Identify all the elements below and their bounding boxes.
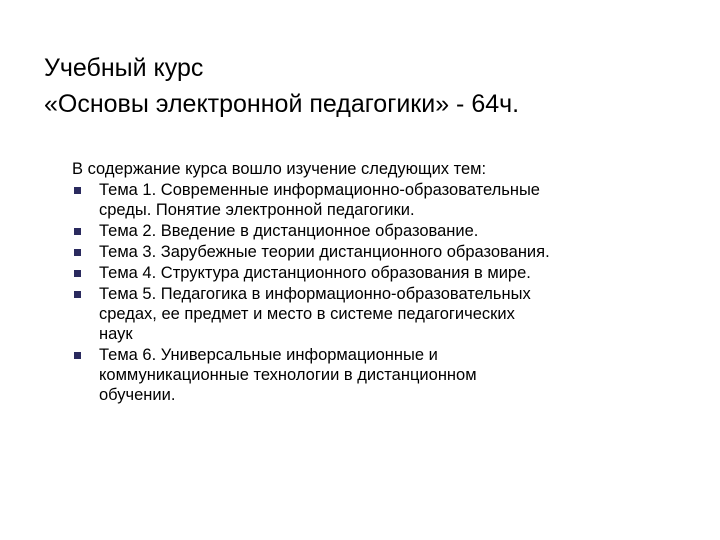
topic-line: наук [99, 325, 133, 343]
topic-line: Тема 2. Введение в дистанционное образование. [99, 222, 479, 240]
topic-line: Тема 1. Современные информационно-образовательные [99, 181, 540, 199]
topic-item [72, 221, 672, 241]
square-bullet-icon [74, 352, 81, 359]
topic-item [72, 242, 672, 262]
topic-line: коммуникационные технологии в дистанционном [99, 366, 477, 384]
intro-text: В содержание курса вошло изучение следующих тем: [72, 160, 487, 178]
topic-line: Тема 3. Зарубежные теории дистанционного образования. [99, 243, 550, 261]
topic-item [72, 284, 672, 344]
topic-line: Тема 4. Структура дистанционного образования в мире. [99, 264, 531, 282]
topic-line: Тема 6. Универсальные информационные и [99, 346, 438, 364]
square-bullet-icon [74, 228, 81, 235]
slide-title [44, 50, 684, 122]
topic-text [99, 221, 478, 241]
title-line: «Основы электронной педагогики» - 64ч. [44, 90, 520, 118]
square-bullet-icon [74, 249, 81, 256]
topic-text [99, 263, 531, 283]
topic-text [99, 180, 540, 220]
title-line: Учебный курс [44, 54, 204, 82]
slide-body [72, 159, 672, 406]
square-bullet-icon [74, 270, 81, 277]
topic-item [72, 180, 672, 220]
topic-line: средах, ее предмет и место в системе педагогических [99, 305, 515, 323]
topic-text [99, 345, 477, 405]
topic-text [99, 242, 550, 262]
topic-line: обучении. [99, 386, 176, 404]
topic-list [72, 180, 672, 405]
topic-line: среды. Понятие электронной педагогики. [99, 201, 415, 219]
topic-item [72, 345, 672, 405]
topic-line: Тема 5. Педагогика в информационно-образовательных [99, 285, 531, 303]
square-bullet-icon [74, 187, 81, 194]
square-bullet-icon [74, 291, 81, 298]
topic-text [99, 284, 531, 344]
topic-item [72, 263, 672, 283]
